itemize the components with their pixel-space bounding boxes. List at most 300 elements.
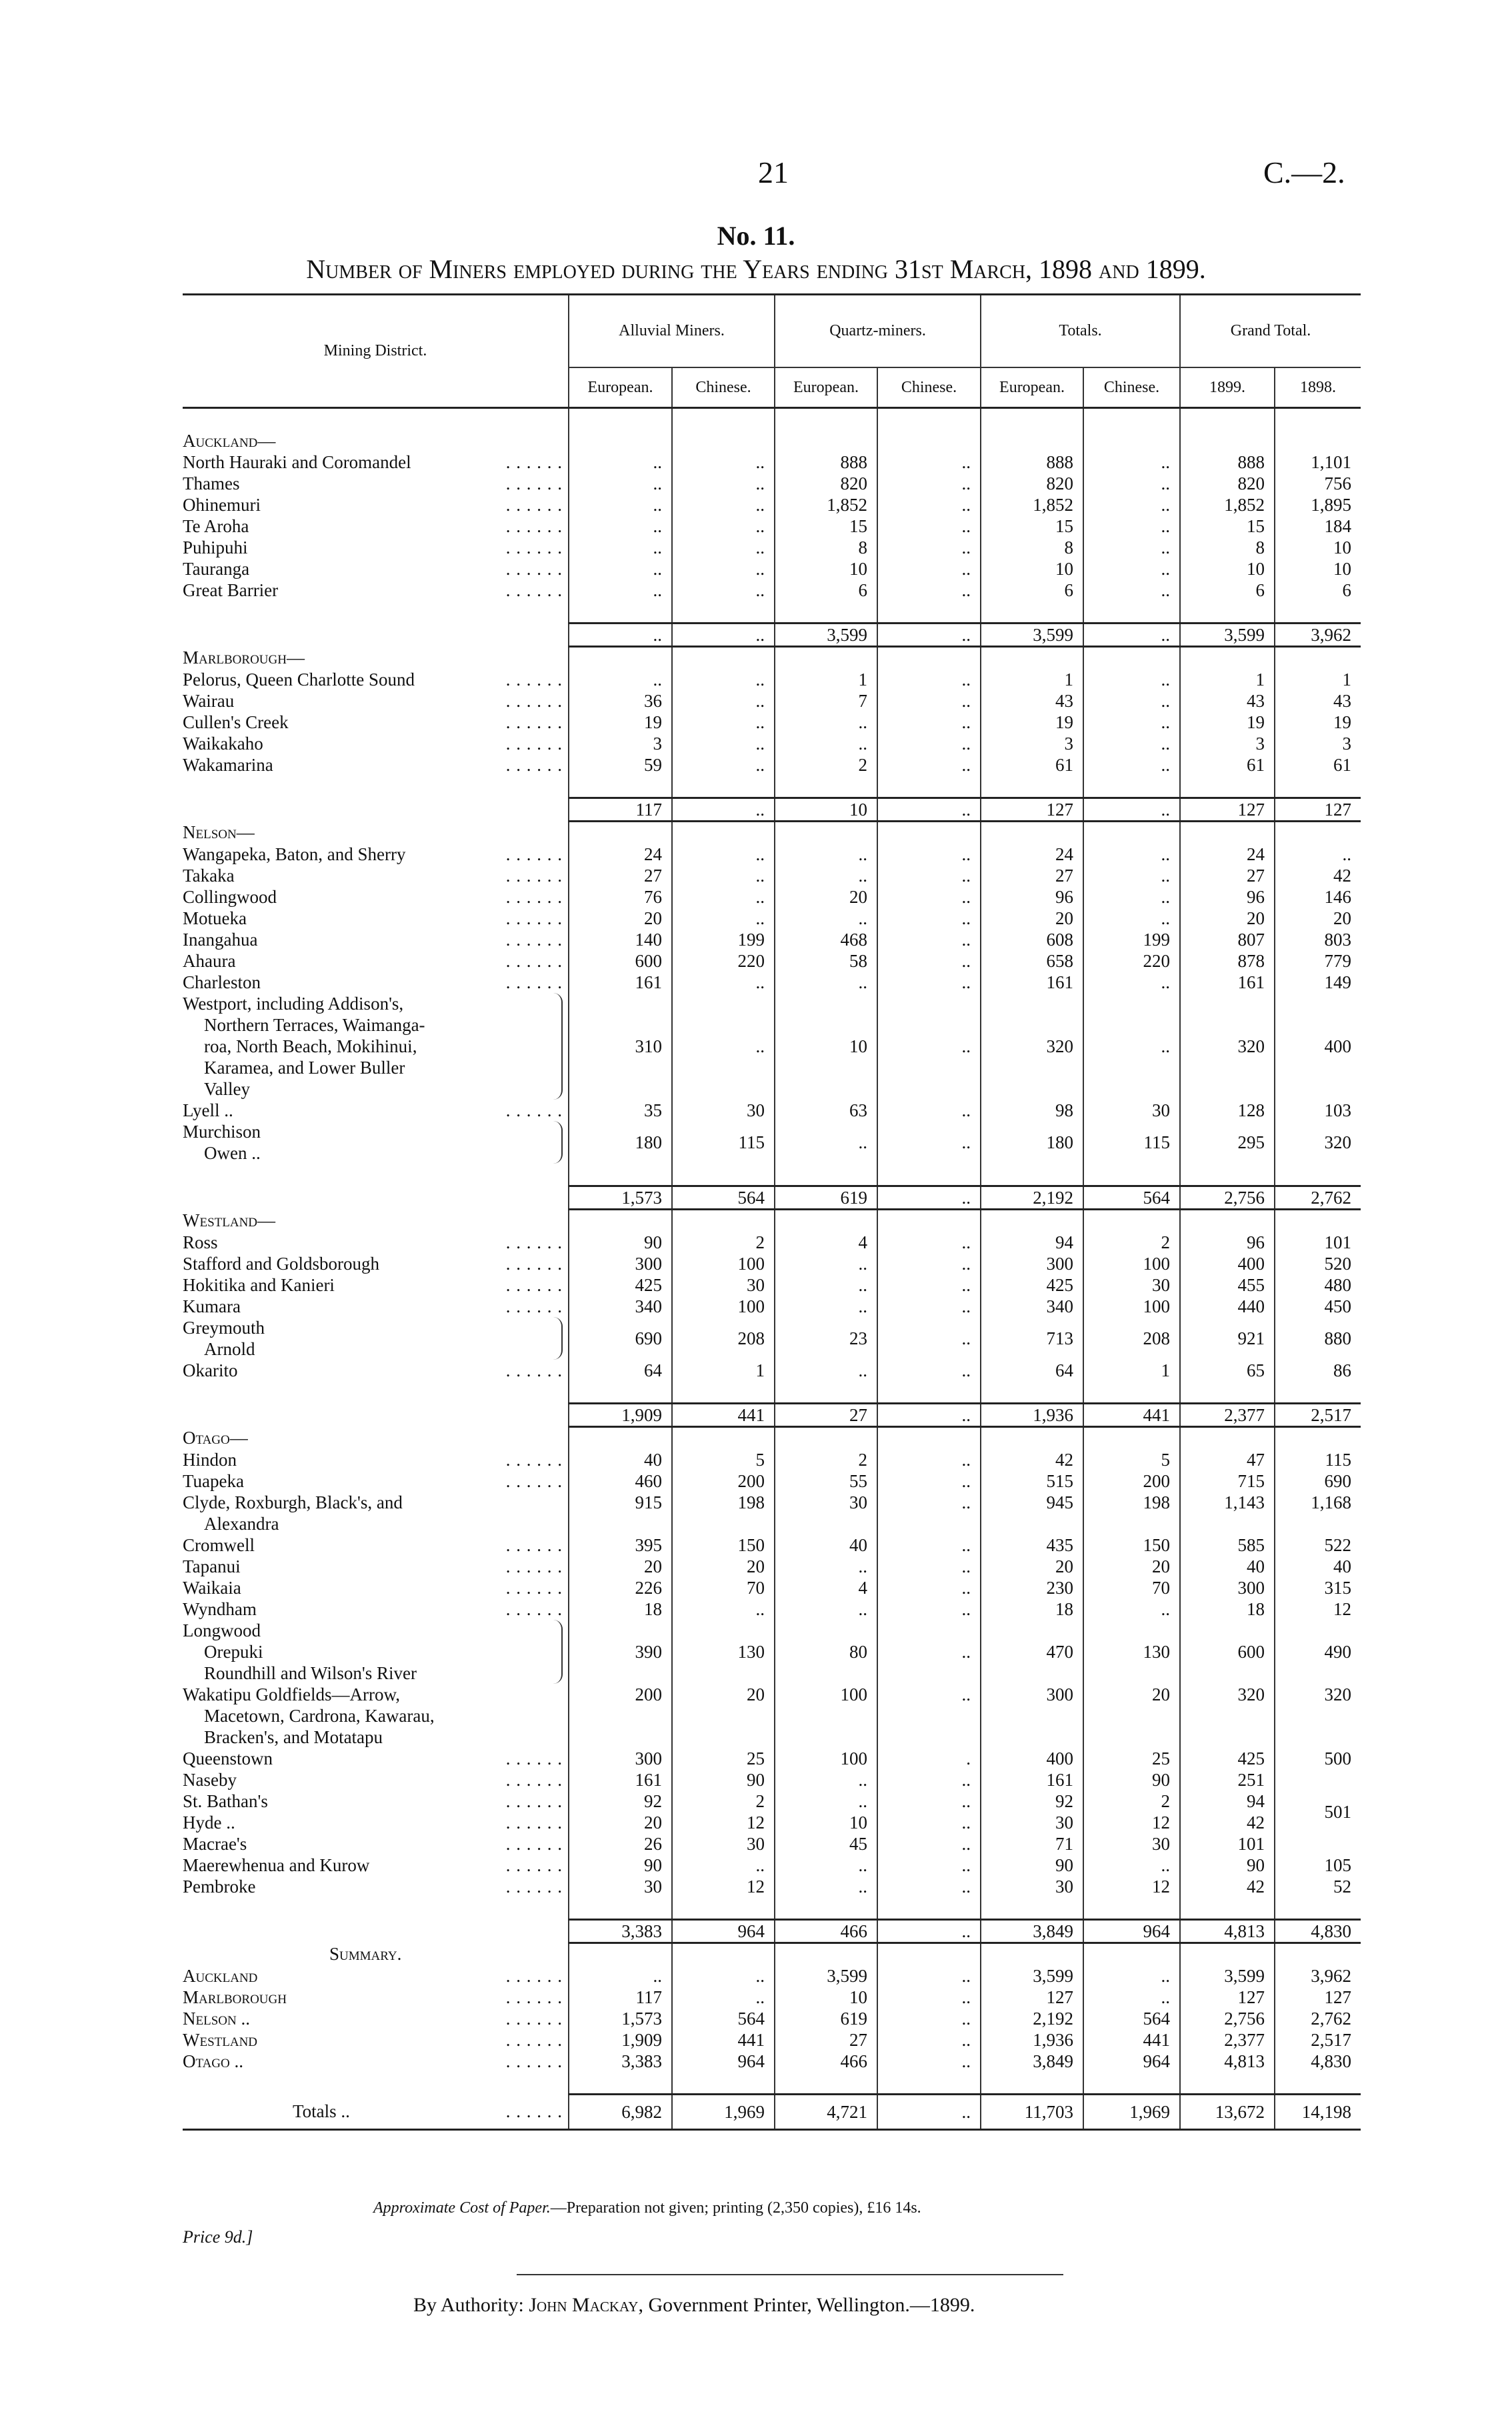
district-name: roa, North Beach, Mokihinui, <box>204 1036 421 1056</box>
empty-cell <box>981 408 1083 431</box>
header-quartz-chinese: Chinese. <box>877 367 981 408</box>
value-cell: 3 <box>1180 733 1275 754</box>
value-cell: .. <box>877 1790 981 1812</box>
value-cell: 608 <box>981 929 1083 950</box>
value-cell: 27 <box>569 865 672 886</box>
district-label <box>183 537 569 558</box>
district-name: Collingwood <box>183 887 281 907</box>
district-name-line <box>183 1705 563 1726</box>
summary-label <box>183 2008 569 2029</box>
value-cell: .. <box>672 798 775 822</box>
empty-cell <box>1083 647 1180 670</box>
value-cell: 3,599 <box>981 1965 1083 1987</box>
district-label <box>183 1360 569 1381</box>
value-cell: 100 <box>672 1296 775 1317</box>
district-label-lines <box>183 451 563 473</box>
empty-cell <box>981 1381 1083 1404</box>
value-cell: 90 <box>1083 1769 1180 1790</box>
value-cell: .. <box>877 494 981 515</box>
summary-title: Summary. <box>329 1943 402 1964</box>
value-cell: .. <box>877 1684 981 1748</box>
district-label <box>183 579 569 601</box>
value-cell: 94 <box>1180 1790 1275 1812</box>
district-name-line <box>183 451 563 473</box>
district-name-line <box>183 1338 561 1360</box>
district-name: Stafford and Goldsborough <box>183 1254 383 1274</box>
spacer <box>183 1381 569 1404</box>
value-cell: 10 <box>1180 558 1275 579</box>
empty-cell <box>1083 430 1180 451</box>
district-name: St. Bathan's <box>183 1791 272 1811</box>
value-cell: 2 <box>672 1232 775 1253</box>
empty-cell <box>981 2072 1083 2095</box>
subtotal-label <box>183 798 569 822</box>
value-cell: 90 <box>1180 1855 1275 1876</box>
empty-cell <box>1180 1897 1275 1920</box>
value-cell: 180 <box>569 1121 672 1164</box>
value-cell: 300 <box>569 1253 672 1274</box>
value-cell: .. <box>877 2008 981 2029</box>
value-cell: .. <box>877 754 981 776</box>
value-cell: 564 <box>672 1186 775 1210</box>
value-cell: .. <box>672 690 775 712</box>
district-name-line <box>183 908 563 929</box>
empty-cell <box>877 1164 981 1186</box>
district-label <box>183 1121 569 1164</box>
district-name: Naseby <box>183 1770 241 1790</box>
value-cell: 6,982 <box>569 2095 672 2130</box>
value-cell: .. <box>877 1620 981 1684</box>
value-cell: 200 <box>569 1684 672 1748</box>
district-name-line <box>183 1142 561 1164</box>
value-cell: 47 <box>1180 1449 1275 1470</box>
group-name: Westland— <box>183 1210 276 1230</box>
value-cell: 61 <box>1180 754 1275 776</box>
district-label-lines <box>183 1121 563 1164</box>
empty-cell <box>1083 1897 1180 1920</box>
value-cell: 820 <box>775 473 877 494</box>
district-name: Pembroke <box>183 1877 259 1897</box>
district-name-line <box>183 1470 563 1492</box>
table-row <box>183 515 1361 537</box>
value-cell: 690 <box>1275 1470 1361 1492</box>
table-row <box>183 754 1361 776</box>
value-cell: 320 <box>1275 1121 1361 1164</box>
value-cell: 3,599 <box>775 1965 877 1987</box>
value-cell: .. <box>775 1598 877 1620</box>
district-name-line <box>183 537 563 558</box>
value-cell: 3,599 <box>981 624 1083 647</box>
value-cell: .. <box>877 929 981 950</box>
value-cell: 520 <box>1275 1253 1361 1274</box>
district-label-lines <box>183 733 563 754</box>
district-name: Pelorus, Queen Charlotte Sound <box>183 670 419 690</box>
summary-label <box>183 2051 569 2072</box>
district-name-line <box>183 1577 563 1598</box>
district-label-lines <box>183 1876 563 1897</box>
value-cell: 3,383 <box>569 1920 672 1943</box>
empty-cell <box>1180 1164 1275 1186</box>
value-cell: 320 <box>1275 1684 1361 1748</box>
value-cell: 8 <box>775 537 877 558</box>
empty-cell <box>569 430 672 451</box>
district-name: Maerewhenua and Kurow <box>183 1855 373 1875</box>
value-cell: 501 <box>1275 1769 1361 1855</box>
district-label <box>183 1684 569 1748</box>
district-label <box>183 1470 569 1492</box>
empty-cell <box>569 1164 672 1186</box>
value-cell: 888 <box>1180 451 1275 473</box>
value-cell: .. <box>1083 844 1180 865</box>
value-cell: 200 <box>1083 1470 1180 1492</box>
empty-cell <box>1180 601 1275 624</box>
value-cell: .. <box>672 993 775 1100</box>
district-name-line <box>183 1833 563 1855</box>
value-cell: 19 <box>569 712 672 733</box>
district-label-lines <box>183 1556 563 1577</box>
value-cell: 20 <box>1083 1556 1180 1577</box>
empty-cell <box>775 408 877 431</box>
value-cell: 42 <box>1180 1812 1275 1833</box>
table-row <box>183 886 1361 908</box>
table-row <box>183 1790 1361 1812</box>
value-cell: 100 <box>1083 1296 1180 1317</box>
empty-cell <box>1275 1381 1361 1404</box>
value-cell: .. <box>1083 865 1180 886</box>
table-row <box>183 1470 1361 1492</box>
value-cell: .. <box>877 669 981 690</box>
value-cell: 3,383 <box>569 2051 672 2072</box>
value-cell: 1 <box>775 669 877 690</box>
district-label-lines <box>183 1100 563 1121</box>
value-cell: 5 <box>1083 1449 1180 1470</box>
district-label <box>183 908 569 929</box>
value-cell: 340 <box>569 1296 672 1317</box>
empty-cell <box>1275 1943 1361 1966</box>
empty-cell <box>672 1943 775 1966</box>
value-cell: 600 <box>569 950 672 972</box>
value-cell: 6 <box>1275 579 1361 601</box>
group-header-row <box>183 1427 1361 1450</box>
value-cell: .. <box>569 624 672 647</box>
value-cell: .. <box>877 1492 981 1534</box>
district-label-lines <box>183 1492 563 1534</box>
value-cell: 2,756 <box>1180 2008 1275 2029</box>
spacer-row <box>183 1381 1361 1404</box>
value-cell: 25 <box>672 1748 775 1769</box>
subtotal-label <box>183 1920 569 1943</box>
table-row <box>183 1769 1361 1790</box>
district-name-line <box>183 1274 563 1296</box>
value-cell: 161 <box>569 972 672 993</box>
value-cell: .. <box>1083 798 1180 822</box>
empty-cell <box>877 1210 981 1232</box>
district-name: Hindon <box>183 1450 241 1470</box>
value-cell: 199 <box>1083 929 1180 950</box>
header-totals-chinese: Chinese. <box>1083 367 1180 408</box>
value-cell: 20 <box>672 1684 775 1748</box>
value-cell: .. <box>877 2095 981 2130</box>
district-label <box>183 972 569 993</box>
value-cell: .. <box>877 1274 981 1296</box>
value-cell: .. <box>672 579 775 601</box>
value-cell: 43 <box>1275 690 1361 712</box>
table-row <box>183 1360 1361 1381</box>
district-name-line <box>183 690 563 712</box>
value-cell: .. <box>877 473 981 494</box>
value-cell: .. <box>1083 515 1180 537</box>
value-cell: .. <box>877 558 981 579</box>
district-name-line <box>183 1449 563 1470</box>
value-cell: 715 <box>1180 1470 1275 1492</box>
subtotal-label <box>183 624 569 647</box>
value-cell: 184 <box>1275 515 1361 537</box>
district-label-lines <box>183 690 563 712</box>
district-name: Tuapeka <box>183 1471 248 1491</box>
value-cell: 18 <box>1180 1598 1275 1620</box>
value-cell: .. <box>569 451 672 473</box>
value-cell: 24 <box>1180 844 1275 865</box>
value-cell: 500 <box>1275 1748 1361 1769</box>
value-cell: .. <box>1083 908 1180 929</box>
district-name: Wakamarina <box>183 755 277 775</box>
value-cell: . <box>877 1748 981 1769</box>
table-row <box>183 1100 1361 1121</box>
district-name: Inangahua <box>183 930 261 950</box>
value-cell: 100 <box>672 1253 775 1274</box>
empty-cell <box>672 1381 775 1404</box>
district-name-line <box>183 494 563 515</box>
value-cell: 3 <box>1275 733 1361 754</box>
value-cell: .. <box>877 1965 981 1987</box>
empty-cell <box>1180 1381 1275 1404</box>
value-cell: 619 <box>775 1186 877 1210</box>
district-label <box>183 669 569 690</box>
value-cell: 92 <box>569 1790 672 1812</box>
district-name: Valley <box>204 1079 254 1099</box>
value-cell: 1,143 <box>1180 1492 1275 1534</box>
district-name-line <box>183 1812 563 1833</box>
subtotal-row <box>183 1186 1361 1210</box>
empty-cell <box>775 647 877 670</box>
value-cell: .. <box>877 1186 981 1210</box>
value-cell: .. <box>1083 712 1180 733</box>
value-cell: 117 <box>569 798 672 822</box>
value-cell: .. <box>877 972 981 993</box>
price: Price 9d.] <box>183 2227 253 2247</box>
value-cell: .. <box>775 733 877 754</box>
value-cell: .. <box>877 1876 981 1897</box>
value-cell: 425 <box>981 1274 1083 1296</box>
value-cell: .. <box>1083 1598 1180 1620</box>
district-label <box>183 1769 569 1790</box>
district-name-line <box>183 1360 563 1381</box>
value-cell: 24 <box>569 844 672 865</box>
document-reference: C.—2. <box>1263 155 1345 189</box>
district-name: Otago .. <box>183 2051 247 2071</box>
district-name: Great Barrier <box>183 580 282 600</box>
subtotal-row <box>183 1920 1361 1943</box>
value-cell: 59 <box>569 754 672 776</box>
value-cell: 20 <box>569 908 672 929</box>
value-cell: 180 <box>981 1121 1083 1164</box>
district-label-lines <box>183 579 563 601</box>
value-cell: .. <box>1083 690 1180 712</box>
district-name-line <box>183 1855 563 1876</box>
value-cell: 3,962 <box>1275 624 1361 647</box>
district-label-lines <box>183 1232 563 1253</box>
district-name: Thames <box>183 473 243 493</box>
value-cell: 470 <box>981 1620 1083 1684</box>
value-cell: .. <box>1083 558 1180 579</box>
district-name-line <box>183 1121 561 1142</box>
district-name-line <box>183 1726 563 1748</box>
value-cell: .. <box>1083 1855 1180 1876</box>
empty-cell <box>981 822 1083 844</box>
value-cell: 30 <box>1083 1100 1180 1121</box>
value-cell: 40 <box>1180 1556 1275 1577</box>
value-cell: 208 <box>1083 1317 1180 1360</box>
value-cell: 1 <box>672 1360 775 1381</box>
value-cell: 490 <box>1275 1620 1361 1684</box>
value-cell: .. <box>775 712 877 733</box>
value-cell: 400 <box>1180 1253 1275 1274</box>
empty-cell <box>1180 647 1275 670</box>
summary-row <box>183 1965 1361 1987</box>
summary-row <box>183 2029 1361 2051</box>
empty-cell <box>775 601 877 624</box>
table-row <box>183 908 1361 929</box>
value-cell: 92 <box>981 1790 1083 1812</box>
empty-cell <box>1180 2072 1275 2095</box>
empty-cell <box>877 1427 981 1450</box>
value-cell: 441 <box>672 1404 775 1427</box>
value-cell: 161 <box>981 972 1083 993</box>
value-cell: .. <box>877 1556 981 1577</box>
group-header-row <box>183 1210 1361 1232</box>
value-cell: 2,756 <box>1180 1186 1275 1210</box>
district-label <box>183 1317 569 1360</box>
value-cell: 400 <box>1275 993 1361 1100</box>
district-name: Hyde .. <box>183 1812 239 1833</box>
table-row <box>183 844 1361 865</box>
district-name: Lyell .. <box>183 1100 237 1120</box>
value-cell: 43 <box>981 690 1083 712</box>
value-cell: .. <box>569 537 672 558</box>
empty-cell <box>1083 1943 1180 1966</box>
value-cell: 96 <box>981 886 1083 908</box>
value-cell: 13,672 <box>1180 2095 1275 2130</box>
district-name-line <box>183 1534 563 1556</box>
value-cell: 619 <box>775 2008 877 2029</box>
value-cell: 23 <box>775 1317 877 1360</box>
value-cell: 90 <box>569 1232 672 1253</box>
summary-label <box>183 1965 569 1987</box>
table-row <box>183 950 1361 972</box>
district-name-line <box>183 1078 561 1100</box>
value-cell: 1,909 <box>569 1404 672 1427</box>
district-label <box>183 1556 569 1577</box>
summary-label-line <box>183 1987 563 2008</box>
district-label-lines <box>183 993 563 1100</box>
district-label <box>183 558 569 579</box>
empty-cell <box>775 1210 877 1232</box>
value-cell: .. <box>877 712 981 733</box>
summary-label-line <box>183 2029 563 2051</box>
value-cell: 128 <box>1180 1100 1275 1121</box>
value-cell: 15 <box>1180 515 1275 537</box>
header-totals-european: European. <box>981 367 1083 408</box>
district-label-lines <box>183 1684 563 1748</box>
district-label-lines <box>183 1534 563 1556</box>
district-label <box>183 1876 569 1897</box>
empty-cell <box>981 776 1083 798</box>
summary-label-line <box>183 2008 563 2029</box>
table-row <box>183 669 1361 690</box>
value-cell: 455 <box>1180 1274 1275 1296</box>
value-cell: 964 <box>1083 2051 1180 2072</box>
cost-note <box>373 2199 921 2217</box>
value-cell: 658 <box>981 950 1083 972</box>
district-name-line <box>183 558 563 579</box>
empty-cell <box>1275 2072 1361 2095</box>
empty-cell <box>672 601 775 624</box>
table-row <box>183 712 1361 733</box>
district-name: Longwood <box>183 1620 265 1640</box>
empty-cell <box>672 1210 775 1232</box>
district-label <box>183 1274 569 1296</box>
value-cell: .. <box>1083 669 1180 690</box>
value-cell: 779 <box>1275 950 1361 972</box>
value-cell: .. <box>1083 993 1180 1100</box>
value-cell: 20 <box>981 1556 1083 1577</box>
value-cell: 3,599 <box>1180 1965 1275 1987</box>
value-cell: .. <box>877 1253 981 1274</box>
summary-label <box>183 2029 569 2051</box>
table-row <box>183 865 1361 886</box>
district-label <box>183 754 569 776</box>
value-cell: 3,962 <box>1275 1965 1361 1987</box>
table-row <box>183 1748 1361 1769</box>
district-label-lines <box>183 972 563 993</box>
value-cell: .. <box>877 1121 981 1164</box>
district-label-lines <box>183 1274 563 1296</box>
district-label-lines <box>183 712 563 733</box>
value-cell: 1,936 <box>981 1404 1083 1427</box>
table-row <box>183 1232 1361 1253</box>
value-cell: 441 <box>1083 1404 1180 1427</box>
value-cell: 10 <box>1275 537 1361 558</box>
district-label <box>183 886 569 908</box>
table-row <box>183 1274 1361 1296</box>
district-name-line <box>183 865 563 886</box>
summary-header-row <box>183 1943 1361 1966</box>
value-cell: 115 <box>1275 1449 1361 1470</box>
district-name: Puhipuhi <box>183 537 252 557</box>
district-name: Waikaia <box>183 1578 245 1598</box>
value-cell: 690 <box>569 1317 672 1360</box>
value-cell: 208 <box>672 1317 775 1360</box>
value-cell: 425 <box>1180 1748 1275 1769</box>
value-cell: 295 <box>1180 1121 1275 1164</box>
empty-cell <box>981 601 1083 624</box>
empty-cell <box>569 1381 672 1404</box>
district-name: Wakatipu Goldfields—Arrow, <box>183 1684 404 1704</box>
value-cell: .. <box>775 1121 877 1164</box>
empty-cell <box>1083 1210 1180 1232</box>
district-name-line <box>183 1641 561 1662</box>
value-cell: 96 <box>1180 1232 1275 1253</box>
